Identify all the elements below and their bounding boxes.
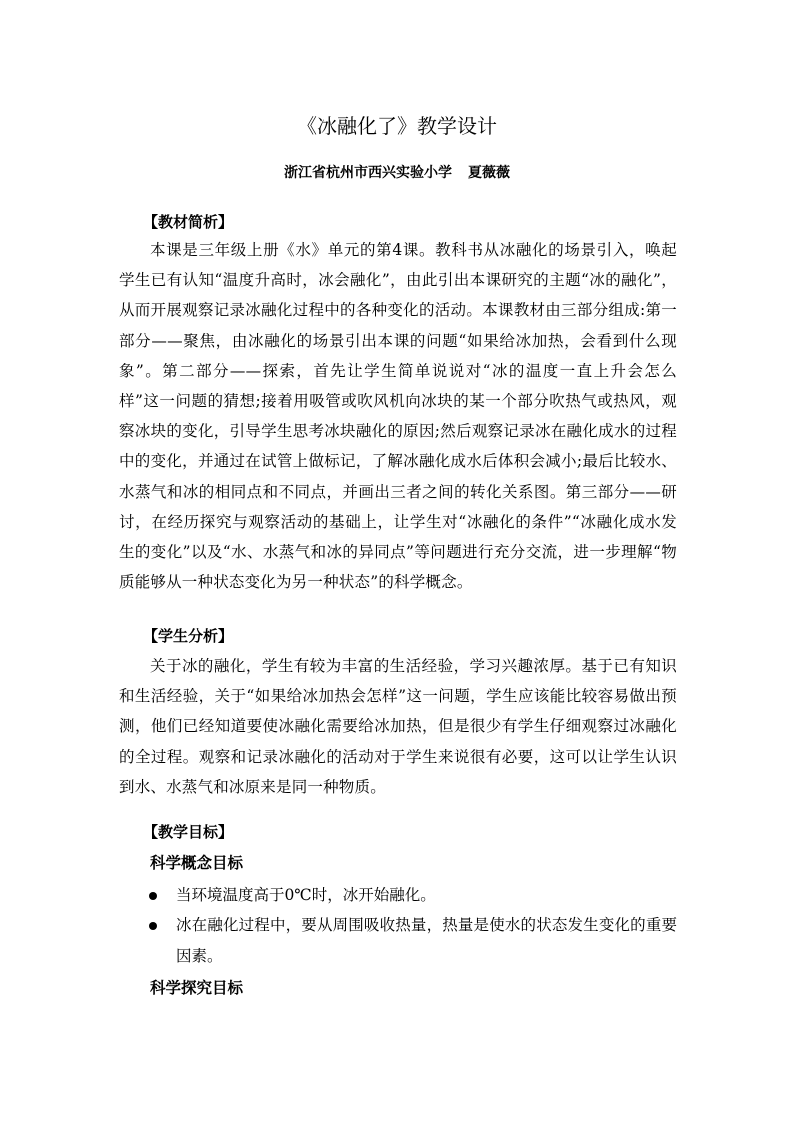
bullet-dot-icon xyxy=(149,922,157,930)
list-item xyxy=(119,880,677,911)
subheading-inquiry-goals: 科学探究目标 xyxy=(150,979,244,997)
document-title: 《冰融化了》教学设计 xyxy=(297,114,497,138)
subheading-concept-goals: 科学概念目标 xyxy=(150,854,244,872)
paragraph-students: 关于冰的融化，学生有较为丰富的生活经验，学习兴趣浓厚。基于已有知识和生活经验，关于“如果给冰加热会怎样”这一问题，学生应该能比较容易做出预测，他们已经知道要使冰融化需要给冰加热，但是很少有学生仔细观察过冰融化的全过程。观察和记录冰融化的活动对于学生来说很有必要，这可以让学生认识到水、水蒸气和冰原来是同一种物质。 xyxy=(119,657,677,796)
section-heading-students: 【学生分析】 xyxy=(143,627,234,645)
author-name: 夏薇薇 xyxy=(468,165,510,181)
paragraph-textbook: 本课是三年级上册《水》单元的第4课。教科书从冰融化的场景引入，唤起学生已有认知“温度升高时，冰会融化”，由此引出本课研究的主题“冰的融化”，从而开展观察记录冰融化过程中的各种变化的活动。本课教材由三部分组成:第一部分——聚焦，由冰融化的场景引出本课的问题“如果给冰加热，会看到什么现象”。第二部分——探索，首先让学生简单说说对“冰的温度一直上升会怎么样”这一问题的猜想;接着用吸管或吹风机向冰块的某一个部分吹热气或热风，观察冰块的变化，引导学生思考冰块融化的原因;然后观察记录冰在融化成水的过程中的变化，并通过在试管上做标记，了解冰融化成水后体积会减小;最后比较水、水蒸气和冰的相同点和不同点，并画出三者之间的转化关系图。第三部分——研讨，在经历探究与观察活动的基础上，让学生对“冰融化的条件”“冰融化成水发生的变化”以及“水、水蒸气和冰的异同点”等问题进行充分交流，进一步理解“物质能够从一种状态变化为另一种状态”的科学概念。 xyxy=(119,241,677,592)
section-heading-goals: 【教学目标】 xyxy=(143,823,234,841)
author-school: 浙江省杭州市西兴实验小学 xyxy=(284,165,452,181)
section-heading-textbook: 【教材简析】 xyxy=(143,213,234,231)
list-item xyxy=(119,910,677,972)
list-item-text: 当环境温度高于0℃时，冰开始融化。 xyxy=(176,886,436,904)
list-item-text: 冰在融化过程中，要从周围吸收热量，热量是使水的状态发生变化的重要因素。 xyxy=(176,916,677,965)
author-line xyxy=(0,163,794,183)
bullet-dot-icon xyxy=(149,892,157,900)
